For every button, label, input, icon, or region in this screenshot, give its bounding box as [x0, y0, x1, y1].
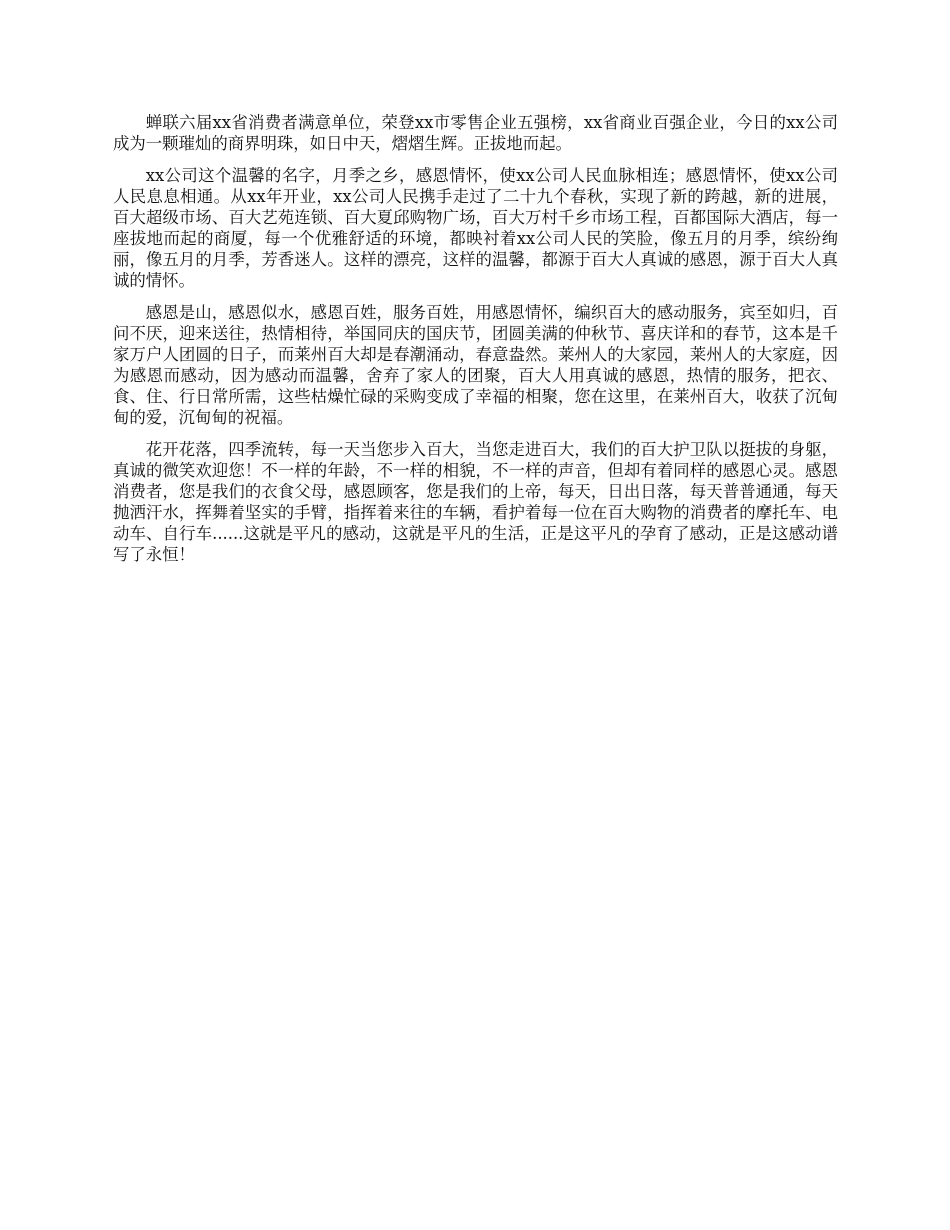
paragraph-1: 蝉联六届xx省消费者满意单位，荣登xx市零售企业五强榜，xx省商业百强企业，今日的xx公司成为一颗璀灿的商界明珠，如日中天，熠熠生辉。正拔地而起。	[113, 113, 838, 153]
paragraph-2: xx公司这个温馨的名字，月季之乡，感恩情怀，使xx公司人民血脉相连；感恩情怀，使xx公司人民息息相通。从xx年开业，xx公司人民携手走过了二十九个春秋，实现了新的跨越，新的进展，百大超级市场、百大艺苑连锁、百大夏邱购物广场，百大万村千乡市场工程，百都国际大酒店，每一座拔地而起的商厦，每一个优雅舒适的环境，都映衬着xx公司人民的笑脸，像五月的月季，缤纷绚丽，像五月的月季，芳香迷人。这样的漂亮，这样的温馨，都源于百大人真诚的感恩，源于百大人真诚的情怀。	[113, 166, 838, 290]
paragraph-4: 花开花落，四季流转，每一天当您步入百大，当您走进百大，我们的百大护卫队以挺拔的身躯，真诚的微笑欢迎您！不一样的年龄，不一样的相貌，不一样的声音，但却有着同样的感恩心灵。感恩消费者，您是我们的衣食父母，感恩顾客，您是我们的上帝，每天，日出日落，每天普普通通，每天抛洒汗水，挥舞着坚实的手臂，指挥着来往的车辆，看护着每一位在百大购物的消费者的摩托车、电动车、自行车......这就是平凡的感动，这就是平凡的生活，正是这平凡的孕育了感动，正是这感动谱写了永恒！	[113, 440, 838, 564]
paragraph-3: 感恩是山，感恩似水，感恩百姓，服务百姓，用感恩情怀，编织百大的感动服务，宾至如归，百问不厌，迎来送往，热情相待，举国同庆的国庆节，团圆美满的仲秋节、喜庆详和的春节，这本是千家万户人团圆的日子，而莱州百大却是春潮涌动，春意盎然。莱州人的大家园，莱州人的大家庭，因为感恩而感动，因为感动而温馨，舍弃了家人的团聚，百大人用真诚的感恩，热情的服务，把衣、食、住、行日常所需，这些枯燥忙碌的采购变成了幸福的相聚，您在这里，在莱州百大，收获了沉甸甸的爱，沉甸甸的祝福。	[113, 303, 838, 427]
